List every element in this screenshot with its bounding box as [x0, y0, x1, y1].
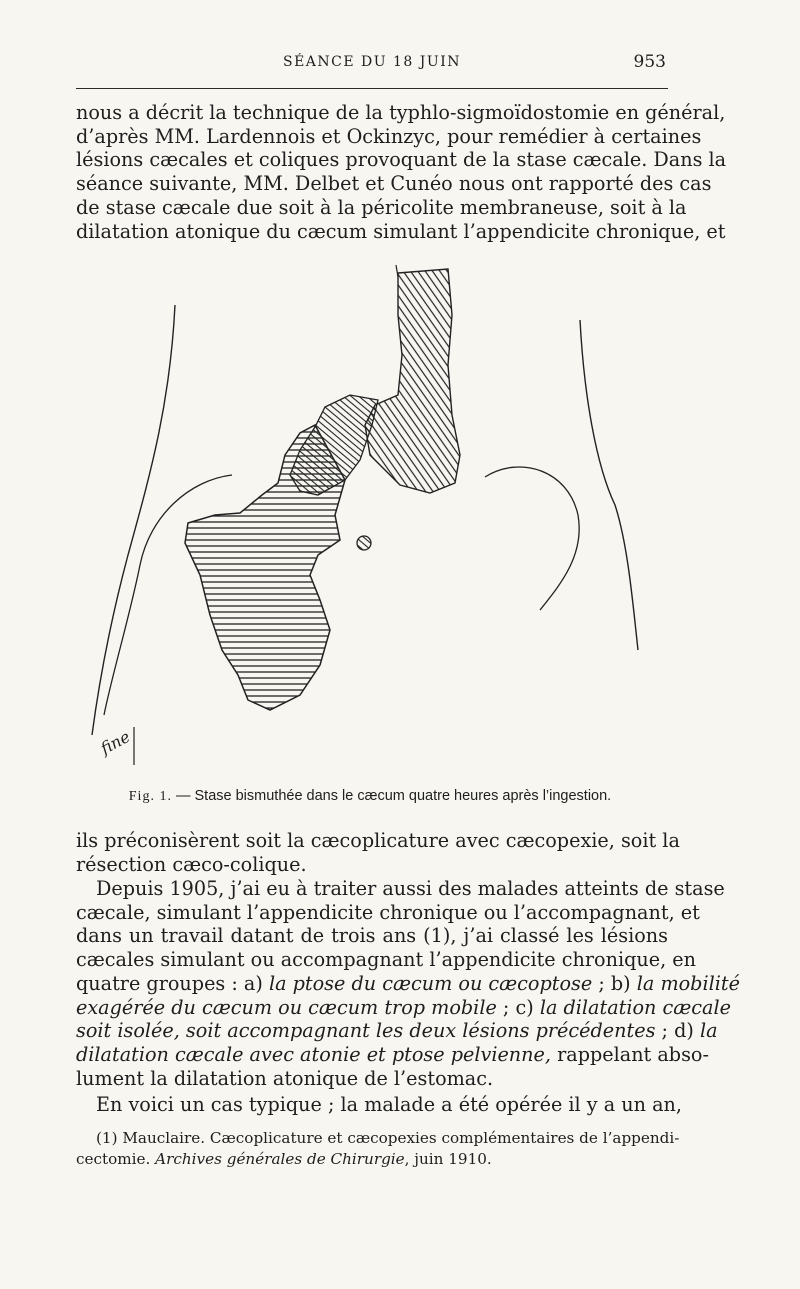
text-line: nous a décrit la technique de la typhlo-sigmoïdostomie en général,: [76, 101, 726, 124]
caption-text: — Stase bismuthée dans le cæcum quatre heures après l’ingestion.: [171, 788, 612, 804]
running-head: SÉANCE DU 18 JUIN: [283, 54, 461, 70]
radiograph-figure: [0, 255, 800, 790]
text-line: cæcale, simulant l’appendicite chronique ou l’accompagnant, et: [76, 900, 700, 924]
top-paragraph: [76, 101, 727, 243]
page-number: 953: [633, 52, 666, 72]
text-line: dilatation atonique du cæcum simulant l’appendicite chronique, et: [76, 219, 726, 243]
artist-signature: fine: [97, 726, 134, 759]
text-line: cæcales simulant ou accompagnant l’appendicite chronique, en: [76, 948, 696, 972]
text-line: exagérée du cæcum ou cæcum trop mobile ; c) la dilatation cæcale: [76, 995, 731, 1019]
text-line: lésions cæcales et coliques provoquant de la stase cæcale. Dans la: [76, 148, 727, 172]
text-line: séance suivante, MM. Delbet et Cunéo nous ont rapporté des cas: [76, 172, 712, 196]
paragraph-4: [76, 1093, 682, 1117]
bismuth-spot: [357, 536, 371, 550]
text-line: lument la dilatation atonique de l’estomac.: [76, 1066, 494, 1090]
footnote-line: (1) Mauclaire. Cæcoplicature et cæcopexies complémentaires de l’appendi-: [96, 1129, 680, 1147]
cecum-shadow: [185, 425, 345, 710]
header-rule: [76, 88, 668, 89]
right-iliac-crest: [485, 467, 579, 610]
left-flank-line: [92, 305, 175, 735]
text-line: d’après MM. Lardennois et Ockinzyc, pour remédier à certaines: [76, 124, 702, 148]
text-line: Depuis 1905, j’ai eu à traiter aussi des malades atteints de stase: [96, 877, 725, 900]
text-line: résection cæco-colique.: [76, 852, 307, 876]
footnote-line: cectomie. Archives générales de Chirurgie, juin 1910.: [76, 1150, 492, 1168]
paragraph-3: [76, 877, 740, 1090]
cecum-illustration: [0, 255, 800, 790]
text-line: soit isolée, soit accompagnant les deux lésions précédentes ; d) la: [76, 1019, 718, 1043]
colon-upper: [365, 269, 460, 493]
figure-caption: [90, 788, 650, 805]
text-line: dilatation cæcale avec atonie et ptose pelvienne, rappelant abso-: [76, 1042, 709, 1066]
paragraph-2: [76, 829, 680, 876]
text-line: quatre groupes : a) la ptose du cæcum ou cæcoptose ; b) la mobilité: [76, 971, 740, 995]
page-header: [76, 50, 668, 78]
text-line: En voici un cas typique ; la malade a été opérée il y a un an,: [96, 1093, 682, 1116]
text-line: de stase cæcale due soit à la péricolite membraneuse, soit à la: [76, 195, 687, 219]
figure-label: Fig. 1.: [128, 789, 172, 804]
footnote: [76, 1128, 680, 1170]
text-line: ils préconisèrent soit la cæcoplicature avec cæcopexie, soit la: [76, 829, 680, 852]
right-flank-line: [580, 320, 638, 650]
text-line: dans un travail datant de trois ans (1), j’ai classé les lésions: [76, 924, 668, 948]
